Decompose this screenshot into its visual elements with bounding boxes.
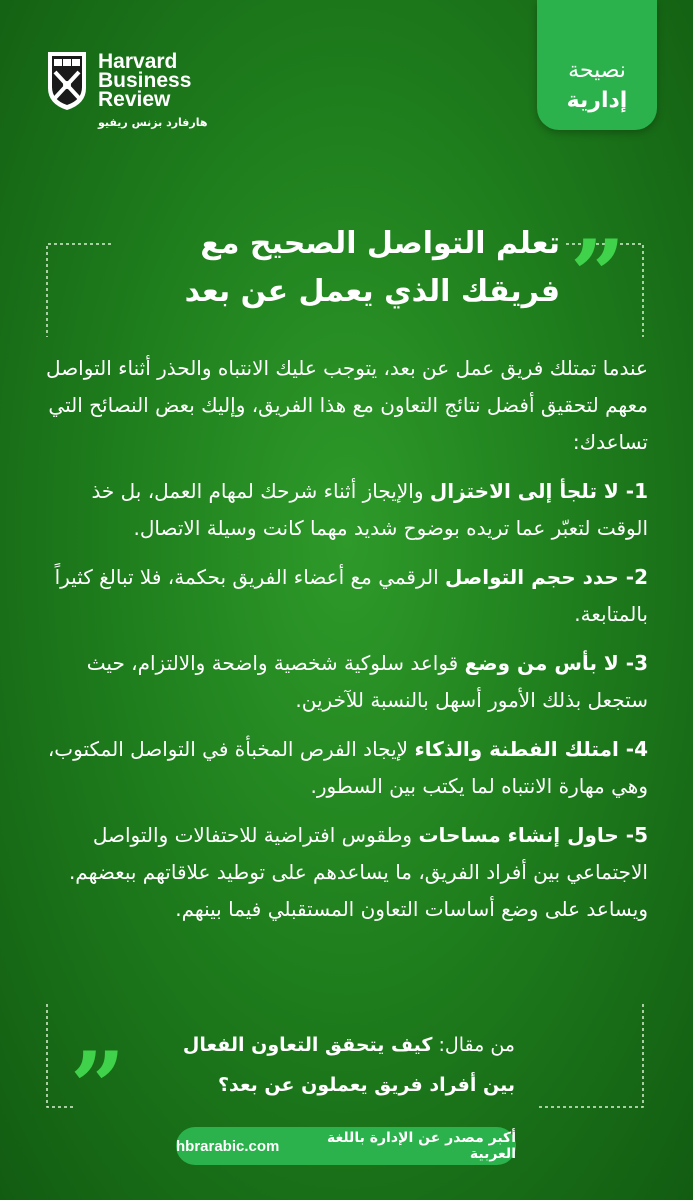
title-line-1: تعلم التواصل الصحيح مع xyxy=(200,226,560,261)
tip-lead: 2- حدد حجم التواصل xyxy=(445,565,648,589)
source-title-1: كيف يتحقق التعاون الفعال xyxy=(182,1034,433,1056)
tip-item xyxy=(45,473,648,547)
tip-lead: 5- حاول إنشاء مساحات xyxy=(418,823,648,847)
article-source xyxy=(150,1025,515,1105)
category-tab-line-1: نصيحة xyxy=(568,58,626,83)
source-prefix: من مقال: xyxy=(432,1034,515,1056)
tip-text: لإيجاد الفرص المخبأة في التواصل المكتوب، وهي مهارة الانتباه لما يكتب بين السطور. xyxy=(47,737,648,798)
closing-quote-icon: ” xyxy=(70,1031,126,1144)
harvard-shield-icon xyxy=(46,50,88,112)
tip-item xyxy=(45,559,648,633)
tip-lead: 4- امتلك الفطنة والذكاء xyxy=(414,737,648,761)
title-line-2: فريقك الذي يعمل عن بعد xyxy=(184,274,560,309)
source-line-2 xyxy=(150,1065,515,1105)
footer-url-link[interactable]: hbrarabic.com xyxy=(176,1137,280,1155)
article-body xyxy=(45,350,648,940)
footer-tagline: أكبر مصدر عن الإدارة باللغة العربية xyxy=(326,1130,516,1162)
category-tab-line-2: إدارية xyxy=(566,88,628,113)
source-title-2: بين أفراد فريق يعملون عن بعد؟ xyxy=(217,1074,515,1096)
tip-item xyxy=(45,645,648,719)
page-title xyxy=(110,220,560,316)
source-line-1 xyxy=(150,1025,515,1065)
tip-lead: 3- لا بأس من وضع xyxy=(464,651,648,675)
category-tab xyxy=(537,0,657,130)
footer-pill xyxy=(176,1127,516,1165)
tip-lead: 1- لا تلجأ إلى الاختزال xyxy=(429,479,648,503)
brand-line-2: Business xyxy=(98,69,192,92)
tip-item xyxy=(45,731,648,805)
brand-name xyxy=(98,52,191,109)
hbr-logo xyxy=(46,50,216,140)
tip-text: وطقوس افتراضية للاحتفالات والتواصل الاجتماعي بين أفراد الفريق، ما يساعدهم على توطيد علاقاتهم ببعضهم. ويساعد على وضع أساسات التعاون المستقبلي فيما بينهم. xyxy=(68,823,648,921)
brand-line-1: Harvard xyxy=(98,50,178,73)
closing-quote-icon: ” xyxy=(570,219,626,332)
tip-item xyxy=(45,817,648,928)
tip-text: والإيجاز أثناء شرحك لمهام العمل، بل خذ الوقت لتعبّر عما تريده بوضوح شديد مهما كانت وسيلة الاتصال. xyxy=(91,479,648,540)
tip-text: الرقمي مع أعضاء الفريق بحكمة، فلا تبالغ كثيراً بالمتابعة. xyxy=(54,565,648,626)
tip-text: قواعد سلوكية شخصية واضحة والالتزام، حيث ستجعل بذلك الأمور أسهل بالنسبة للآخرين. xyxy=(86,651,648,712)
brand-line-3: Review xyxy=(98,88,171,111)
intro-paragraph: عندما تمتلك فريق عمل عن بعد، يتوجب عليك الانتباه والحذر أثناء التواصل معهم لتحقيق أفضل نتائج التعاون مع هذا الفريق، وإليك بعض النصائح التي تساعدك: xyxy=(46,356,648,454)
brand-arabic: هارفارد بزنس ريفيو xyxy=(98,116,208,129)
